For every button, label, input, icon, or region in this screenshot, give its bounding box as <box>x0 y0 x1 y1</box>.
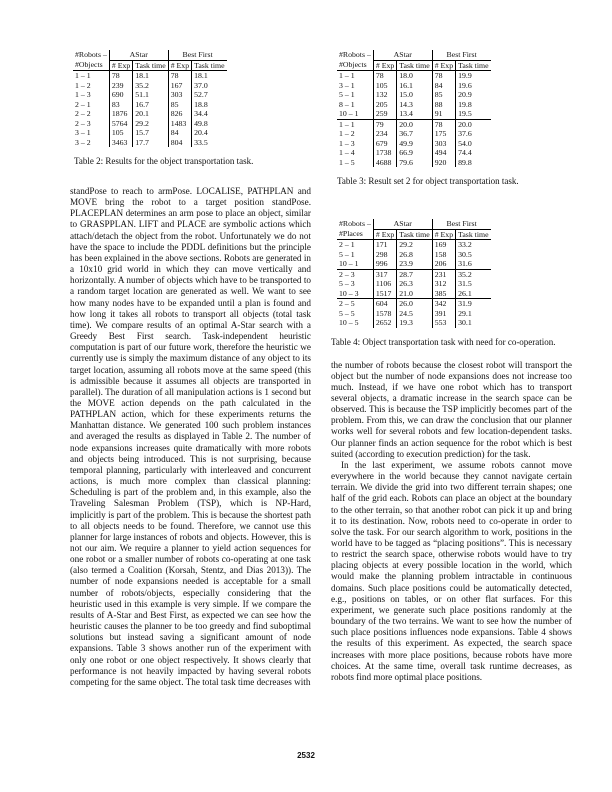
table-cell: 88 <box>432 100 455 110</box>
table-cell: 84 <box>432 81 455 91</box>
header-exp: # Exp <box>432 229 455 240</box>
table3-grid <box>337 50 491 167</box>
table-cell: 2 – 2 <box>75 109 91 118</box>
table-cell: 3 – 2 <box>75 137 91 147</box>
header-row <box>73 50 227 60</box>
table-cell: 298 <box>373 250 396 260</box>
table-cell: 494 <box>432 148 455 158</box>
header-exp: # Exp <box>168 60 191 71</box>
table-cell: 79 <box>373 119 396 129</box>
right-column <box>331 50 572 683</box>
header-time: Task time <box>397 60 432 71</box>
table2-caption: Table 2: Results for the object transportation task. <box>74 156 254 166</box>
table-cell: 1 – 5 <box>339 157 355 167</box>
table-cell: 5 – 3 <box>339 279 355 288</box>
table-cell: 78 <box>432 71 455 81</box>
table-row <box>73 128 227 138</box>
table-cell: 826 <box>168 109 191 119</box>
table-cell: 169 <box>432 240 455 250</box>
table-cell: 89.8 <box>456 158 491 168</box>
header-time: Task time <box>397 229 432 240</box>
table-cell: 10 – 5 <box>339 318 359 327</box>
subheader-row <box>73 60 227 71</box>
table-row <box>73 81 227 91</box>
table-cell: 1 – 1 <box>337 119 373 129</box>
right-paragraph-2: In the last experiment, we assume robots cannot move everywhere in the world because they cannot navigate certain terrain. We divide the grid into two different terrain shapes; one half of the grid each. Robots can place an object at the boundary to the other terrain, so that another robot can pick it up and bring it to its destination. Now, robots need to co-operate in order to solve the task. For our search algorithm to work, positions in the world have to be tagged as “placing positions”. This is necessary to restrict the search space, otherwise robots would have to try placing objects at every possible location in the world, which would make the planning problem intractable in continuous domains. Such place positions could be automatically detected, e.g., positions on tables, or on other flat surfaces. For this experiment, we generate such place positions randomly at the boundary of the two terrains. We want to see how the number of such place positions influences node expansions. Table 4 shows the results of this experiment. As expected, the search space increases with more place positions, because robots have more choices. At the same time, overall task runtime decreases, as robots find more optimal place positions. <box>331 459 572 682</box>
table-cell: 5 – 1 <box>339 90 355 99</box>
table-cell: 35.2 <box>456 269 491 279</box>
table-cell: 20.9 <box>456 90 491 100</box>
table-cell: 690 <box>109 90 132 100</box>
header-time: Task time <box>456 60 491 71</box>
table-cell: 21.0 <box>397 289 432 299</box>
table-cell: 312 <box>432 279 455 289</box>
table4-caption: Table 4: Object transportation task with need for co-operation. <box>331 336 556 347</box>
table-cell: 205 <box>373 100 396 110</box>
table-cell: 15.0 <box>397 90 432 100</box>
left-paragraph: standPose to reach to armPose. LOCALISE, PATHPLAN and MOVE bring the robot to a target position standPose. PLACEPLAN determines an arm pose to place an object, similar to GRASPPLAN. LIFT and PLACE are symbolic actions which attach/detach the object from the robot. Unfortunately we do not have the space to include the PDDL definitions but the principle has been explained in the above sections. Robots are generated in a 10x10 grid world in which they can move vertically and horizontally. A number of objects which have to be transported to a random target location are generated as well. We want to see how many nodes have to be expanded until a plan is found and how long it takes all robots to transport all objects (total task time). We compare results of an optimal A-Star search with a Greedy Best First search. Task-independent heuristic computation is part of our future work, therefore the heuristic we currently use is simply the maximum distance of any object to its target location, assuming all robots move at the same speed (this is admissible because it assumes all objects are transported in parallel). The duration of all manipulation actions is 1 second but the MOVE action depends on the path calculated in the PATHPLAN action, which for these experiments returns the Manhattan distance. We generated 100 such problem instances and averaged the results as displayed in Table 2. The number of node expansions increases quite dramatically with more robots and objects being introduced. This is not surprising, because temporal planning, particularly with interleaved and concurrent actions, is much more complex than classical planning: Scheduling is part of the problem and, in this example, also the Traveling Salesman Problem (TSP), which is NP-Hard, implicitly is part of the problem. This is because the shortest path to all objects needs to be found. Therefore, we cannot use this planner for large instances of robots and objects. However, this is not our aim. We require a planner to yield action sequences for one robot or a smaller number of robots co-operating at one task (also termed a Coalition (Korsah, Stentz, and Dias 2013)). The number of node expansions needed is acceptable for a small number of robots/objects, especially considering that the heuristic used in this example is very simple. If we compare the results of A-Star and Best First, as expected we can see how the heuristic causes the planner to be too greedy and find suboptimal solutions but instead saving a significant amount of node expansions. Table 3 shows another run of the experiment with only one robot or one object respectively. It shows clearly that performance is not heavily impacted by having several robots competing for the same object. The total task time decreases with <box>70 186 311 687</box>
table-cell: 19.6 <box>456 81 491 91</box>
table-cell: 15.7 <box>133 128 168 138</box>
table-row <box>337 269 491 279</box>
table-cell: 4688 <box>373 158 396 168</box>
table-cell: 17.7 <box>133 138 168 148</box>
table-cell: 19.5 <box>456 109 491 119</box>
header-row <box>337 50 491 60</box>
table-cell: 804 <box>168 138 191 148</box>
left-body-text <box>70 186 311 688</box>
table3-caption: Table 3: Result set 2 for object transportation task. <box>337 176 519 186</box>
table-cell: 391 <box>432 309 455 319</box>
table-cell: 52.7 <box>192 90 227 100</box>
table-cell: 385 <box>432 289 455 299</box>
table-cell: 342 <box>432 299 455 309</box>
table-row <box>73 71 227 81</box>
table4-grid <box>337 219 491 328</box>
table-cell: 679 <box>373 139 396 149</box>
table-cell: 171 <box>373 240 396 250</box>
table-row <box>337 318 491 328</box>
table-cell: 1517 <box>373 289 396 299</box>
table-cell: 18.8 <box>192 100 227 110</box>
table-cell: 1578 <box>373 309 396 319</box>
table2-grid <box>73 50 227 147</box>
table-cell: 29.2 <box>133 119 168 129</box>
table-cell: 26.0 <box>397 299 432 309</box>
table-cell: 5764 <box>109 119 132 129</box>
table-row <box>337 299 491 309</box>
header-row <box>337 219 491 229</box>
table-cell: 1 – 2 <box>339 129 355 138</box>
table-row <box>337 279 491 289</box>
table-cell: 49.9 <box>397 139 432 149</box>
header-astar: AStar <box>109 50 168 60</box>
table-cell: 303 <box>168 90 191 100</box>
table-cell: 34.4 <box>192 109 227 119</box>
header-time: Task time <box>192 60 227 71</box>
table-cell: 83 <box>109 100 132 110</box>
table-cell: 167 <box>168 81 191 91</box>
table-cell: 105 <box>109 128 132 138</box>
table-cell: 3463 <box>109 138 132 148</box>
subheader-row <box>337 229 491 240</box>
table-cell: 19.3 <box>397 318 432 328</box>
table-cell: 35.2 <box>133 81 168 91</box>
table-cell: 30.1 <box>456 318 491 328</box>
table-cell: 54.0 <box>456 139 491 149</box>
table-cell: 1 – 2 <box>75 80 91 90</box>
table-cell: 2 – 1 <box>75 99 91 109</box>
table-cell: 2 – 3 <box>337 269 373 279</box>
table-cell: 66.9 <box>397 148 432 158</box>
table-cell: 20.0 <box>456 119 491 129</box>
header-astar: AStar <box>373 219 432 229</box>
table-cell: 1483 <box>168 119 191 129</box>
table-cell: 20.0 <box>397 119 432 129</box>
header-cell: #Objects <box>73 60 109 71</box>
header-exp: # Exp <box>109 60 132 71</box>
table-cell: 36.7 <box>397 129 432 139</box>
table-cell: 303 <box>432 139 455 149</box>
table4 <box>337 219 572 328</box>
table-cell: 920 <box>432 158 455 168</box>
table-cell: 132 <box>373 90 396 100</box>
table-cell: 234 <box>373 129 396 139</box>
table-row <box>337 71 491 81</box>
table-cell: 26.3 <box>397 279 432 289</box>
table-row <box>337 259 491 269</box>
table-row <box>337 148 491 158</box>
table-cell: 10 – 3 <box>339 288 359 298</box>
header-exp: # Exp <box>373 229 396 240</box>
table-cell: 1 – 4 <box>339 148 355 157</box>
table-cell: 10 – 1 <box>339 109 359 118</box>
table-cell: 3 – 1 <box>339 80 355 90</box>
table-cell: 18.0 <box>397 71 432 81</box>
table-cell: 24.5 <box>397 309 432 319</box>
table-row <box>337 139 491 149</box>
table-cell: 26.8 <box>397 250 432 260</box>
table-row <box>337 158 491 168</box>
table-cell: 78 <box>432 119 455 129</box>
table-row <box>337 109 491 119</box>
header-cell: #Robots – <box>339 50 371 59</box>
table-cell: 1876 <box>109 109 132 119</box>
header-cell: #Places <box>337 229 373 240</box>
table-row <box>337 90 491 100</box>
table-cell: 1 – 1 <box>75 71 91 80</box>
table-cell: 18.1 <box>192 71 227 81</box>
table-row <box>337 289 491 299</box>
left-column <box>70 50 311 688</box>
table-cell: 28.7 <box>397 269 432 279</box>
table3 <box>337 50 572 167</box>
table-cell: 85 <box>168 100 191 110</box>
table-cell: 105 <box>373 81 396 91</box>
table-row <box>73 138 227 148</box>
right-paragraph-1: the number of robots because the closest robot will transport the object but the number of node expansions does not increase too much. Instead, if we have one robot which has to transport several objects, a dramatic increase in the search space can be observed. This is because the TSP implicitly becomes part of the problem. From this, we can draw the conclusion that our planner works well for several robots and few location-dependent tasks. Our planner finds an action sequence for the robot which is best suited (according to execution prediction) for the task. <box>331 359 572 459</box>
table-cell: 5 – 5 <box>339 308 355 318</box>
table-row <box>337 250 491 260</box>
header-astar: AStar <box>373 50 432 60</box>
table-row <box>337 129 491 139</box>
table-cell: 1 – 3 <box>75 90 91 99</box>
table-cell: 20.4 <box>192 128 227 138</box>
header-cell: #Objects <box>337 60 373 71</box>
table-cell: 37.6 <box>456 129 491 139</box>
table-row <box>73 119 227 129</box>
header-cell: #Robots – <box>75 50 107 59</box>
table-cell: 78 <box>168 71 191 81</box>
table-cell: 84 <box>168 128 191 138</box>
header-bestfirst: Best First <box>168 50 226 60</box>
table-cell: 14.3 <box>397 100 432 110</box>
table-cell: 259 <box>373 109 396 119</box>
table-cell: 2652 <box>373 318 396 328</box>
table-cell: 30.5 <box>456 250 491 260</box>
header-bestfirst: Best First <box>432 50 490 60</box>
right-body-text <box>331 360 572 684</box>
table-cell: 3 – 1 <box>75 128 91 137</box>
table-cell: 16.1 <box>397 81 432 91</box>
header-cell: #Robots – <box>339 219 371 228</box>
table-cell: 31.6 <box>456 259 491 269</box>
header-exp: # Exp <box>373 60 396 71</box>
header-bestfirst: Best First <box>432 219 490 229</box>
table-cell: 85 <box>432 90 455 100</box>
table-cell: 74.4 <box>456 148 491 158</box>
table-row <box>337 240 491 250</box>
table-cell: 51.1 <box>133 90 168 100</box>
table-cell: 37.0 <box>192 81 227 91</box>
table-row <box>337 81 491 91</box>
table-cell: 16.7 <box>133 100 168 110</box>
table-cell: 26.1 <box>456 289 491 299</box>
table-cell: 8 – 1 <box>339 99 355 109</box>
table-row <box>337 100 491 110</box>
table-cell: 317 <box>373 269 396 279</box>
table-cell: 2 – 5 <box>337 299 373 309</box>
table-cell: 2 – 1 <box>339 240 355 249</box>
table-cell: 604 <box>373 299 396 309</box>
table-cell: 31.5 <box>456 279 491 289</box>
table-cell: 239 <box>109 81 132 91</box>
table-cell: 996 <box>373 259 396 269</box>
table-cell: 33.2 <box>456 240 491 250</box>
table-cell: 5 – 1 <box>339 249 355 259</box>
table-row <box>73 109 227 119</box>
table-cell: 206 <box>432 259 455 269</box>
table-cell: 1738 <box>373 148 396 158</box>
table-cell: 91 <box>432 109 455 119</box>
table-row <box>73 90 227 100</box>
table-cell: 13.4 <box>397 109 432 119</box>
table-cell: 29.2 <box>397 240 432 250</box>
table-cell: 1 – 1 <box>339 71 355 80</box>
table-cell: 1 – 3 <box>339 138 355 148</box>
table-cell: 231 <box>432 269 455 279</box>
table-cell: 2 – 3 <box>75 118 91 128</box>
table-cell: 158 <box>432 250 455 260</box>
table-row <box>337 309 491 319</box>
table-cell: 18.1 <box>133 71 168 81</box>
table-cell: 19.9 <box>456 71 491 81</box>
table2 <box>73 50 311 147</box>
header-time: Task time <box>456 229 491 240</box>
table-cell: 553 <box>432 318 455 328</box>
page-number: 2532 <box>297 751 315 760</box>
table-cell: 29.1 <box>456 309 491 319</box>
header-time: Task time <box>133 60 168 71</box>
table-row <box>73 100 227 110</box>
table-cell: 33.5 <box>192 138 227 148</box>
table-cell: 23.9 <box>397 259 432 269</box>
table-cell: 10 – 1 <box>339 259 359 268</box>
table-cell: 78 <box>109 71 132 81</box>
table-cell: 79.6 <box>397 158 432 168</box>
table-cell: 78 <box>373 71 396 81</box>
table-cell: 31.9 <box>456 299 491 309</box>
subheader-row <box>337 60 491 71</box>
table-cell: 1106 <box>373 279 396 289</box>
header-exp: # Exp <box>432 60 455 71</box>
table-cell: 49.8 <box>192 119 227 129</box>
table-cell: 175 <box>432 129 455 139</box>
table-row <box>337 119 491 129</box>
table-cell: 19.8 <box>456 100 491 110</box>
table-cell: 20.1 <box>133 109 168 119</box>
